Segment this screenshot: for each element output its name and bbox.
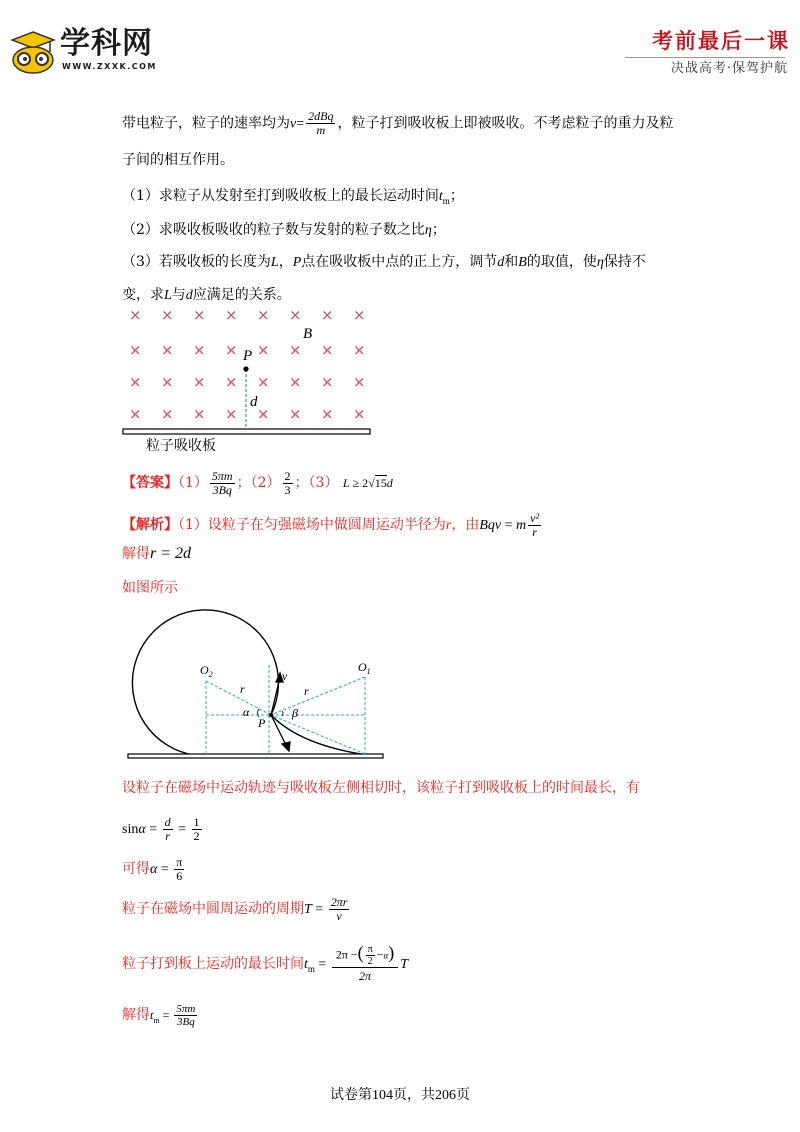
text: （1）设粒子在匀强磁场中做圆周运动半径为 xyxy=(178,517,446,533)
radicand: 15 xyxy=(374,476,387,490)
text: ，由 xyxy=(451,517,480,533)
denominator: 2 xyxy=(193,828,200,843)
text: 和 xyxy=(504,254,519,270)
var: r xyxy=(445,518,452,533)
field-cross-icon: × xyxy=(225,373,238,391)
field-cross-icon: × xyxy=(353,306,366,324)
field-cross-icon: × xyxy=(289,341,302,359)
var: η xyxy=(596,255,604,270)
field-crosses xyxy=(129,306,366,423)
answer-tag: 【答案】 xyxy=(122,475,178,491)
field-cross-icon: × xyxy=(257,405,270,423)
label-v-up: v xyxy=(282,669,288,683)
emitter-point xyxy=(243,366,248,371)
text: （1）求粒子从发射至打到吸收板上的最长运动时间 xyxy=(122,188,439,204)
denominator: 3 xyxy=(284,482,291,497)
label-P: P xyxy=(258,716,266,730)
text: 可得 xyxy=(122,861,150,877)
analysis-line-1 xyxy=(122,510,543,540)
point-P xyxy=(269,713,273,717)
analysis-line-5 xyxy=(122,812,204,846)
absorber-plate xyxy=(123,429,370,434)
subscript: m xyxy=(442,195,450,206)
fraction-pi-6 xyxy=(174,856,184,883)
field-cross-icon: × xyxy=(161,373,174,391)
text: 带电粒子，粒子的速率均为 xyxy=(122,115,290,132)
denominator: r xyxy=(532,524,537,539)
field-cross-icon: × xyxy=(225,341,238,359)
text: （2） xyxy=(250,475,281,491)
field-cross-icon: × xyxy=(161,341,174,359)
label-alpha: α xyxy=(243,705,250,719)
denominator: 2π xyxy=(359,969,372,983)
question-line-1 xyxy=(122,110,673,137)
field-cross-icon: × xyxy=(321,405,334,423)
text: ； xyxy=(294,475,309,491)
text: 与 xyxy=(171,287,186,303)
absorber-plate xyxy=(128,754,383,758)
field-cross-icon: × xyxy=(257,373,270,391)
var: d xyxy=(497,255,505,270)
subquestion-3-line-2 xyxy=(122,285,291,306)
sqrt-icon: √ xyxy=(368,476,375,490)
header-right-subtitle: 决战高考·保驾护航 xyxy=(670,61,788,76)
text: 粒子在磁场中圆周运动的周期 xyxy=(122,901,304,917)
label-beta: β xyxy=(292,706,298,720)
var: t xyxy=(304,957,308,972)
paren-open: ( xyxy=(357,942,364,963)
denominator: 6 xyxy=(176,868,183,883)
fraction-period xyxy=(329,896,350,923)
answer-2-fraction xyxy=(283,470,293,497)
numerator: 5πm xyxy=(176,1002,196,1015)
denominator: 3Bq xyxy=(176,1015,195,1028)
field-cross-icon: × xyxy=(289,306,302,324)
field-cross-icon: × xyxy=(257,341,270,359)
var: α xyxy=(150,862,158,877)
equals: = xyxy=(157,862,173,877)
analysis-line-2 xyxy=(122,544,191,564)
subscript: m xyxy=(307,963,315,974)
numerator xyxy=(332,944,398,968)
var: d xyxy=(185,288,193,303)
paren-close: ) xyxy=(388,942,395,963)
equals: = xyxy=(159,1008,173,1022)
logo-text: 学科网 xyxy=(60,26,153,61)
fraction-d-r xyxy=(163,816,173,843)
field-cross-icon: × xyxy=(321,373,334,391)
text: 粒子打到板上运动的最长时间 xyxy=(122,956,304,972)
figure-trajectories xyxy=(120,605,390,765)
angle-beta-arc xyxy=(282,711,283,716)
analysis-line-4: 设粒子在磁场中运动轨迹与吸收板左侧相切时，该粒子打到吸收板上的时间最长，有 xyxy=(122,780,640,796)
owl-logo-icon xyxy=(10,30,56,74)
field-cross-icon: × xyxy=(129,405,142,423)
fraction-speed xyxy=(306,110,335,137)
equals: = xyxy=(174,822,190,837)
text: 的取值，使 xyxy=(526,254,597,270)
analysis-line-8 xyxy=(122,936,408,992)
trajectory-circle-left xyxy=(132,610,278,755)
var: B xyxy=(518,255,527,270)
text: 变，求 xyxy=(122,287,164,303)
text: （1） xyxy=(178,475,208,491)
var: T xyxy=(400,957,409,972)
text: 保持不 xyxy=(603,254,646,270)
var: L xyxy=(164,288,172,303)
text: ≥ 2 xyxy=(352,476,369,490)
fraction-1-2 xyxy=(192,816,202,843)
analysis-line-9 xyxy=(122,998,199,1032)
label-B: B xyxy=(303,326,313,342)
var: m xyxy=(516,518,527,533)
answer-1-fraction xyxy=(210,470,235,497)
field-cross-icon: × xyxy=(257,306,270,324)
text: ， xyxy=(278,254,293,270)
header-divider xyxy=(625,57,785,58)
label-d: d xyxy=(250,394,258,410)
text: （2）求吸收板吸收的粒子数与发射的粒子数之比 xyxy=(122,222,425,238)
page-number: 104 xyxy=(372,1088,393,1103)
field-cross-icon: × xyxy=(225,405,238,423)
field-cross-icon: × xyxy=(129,373,142,391)
numerator: 2 xyxy=(284,468,291,483)
fraction-max-time xyxy=(332,944,398,984)
expr: r = 2d xyxy=(150,545,192,562)
text: 试卷第 xyxy=(330,1087,372,1103)
var-eta: η xyxy=(424,223,432,238)
analysis-line-6 xyxy=(122,852,186,886)
field-cross-icon: × xyxy=(193,306,206,324)
subscript: m xyxy=(153,1015,160,1025)
answer-3-formula xyxy=(343,475,393,490)
numerator: π xyxy=(176,854,183,869)
logo-url: WWW.ZXXK.COM xyxy=(62,62,157,71)
label-r-right: r xyxy=(304,684,309,698)
var: L xyxy=(270,255,279,270)
denominator: 3Bq xyxy=(212,482,232,497)
numerator: 2dBq xyxy=(308,109,334,123)
text: 解得 xyxy=(122,1007,150,1023)
equals: = xyxy=(311,902,327,917)
numerator: 5πm xyxy=(211,468,233,483)
expr: Bqv xyxy=(479,518,502,533)
numerator: d xyxy=(164,814,171,829)
analysis-line-7 xyxy=(122,892,351,926)
text: 页，共 xyxy=(393,1087,435,1103)
denominator: 2 xyxy=(367,956,373,967)
field-cross-icon: × xyxy=(193,405,206,423)
header-logo xyxy=(10,24,170,80)
text: （3）若吸收板的长度为 xyxy=(122,254,271,270)
label-O1: $O_1$ xyxy=(358,660,371,676)
figure-magnetic-field xyxy=(115,305,380,455)
equals: = xyxy=(501,518,517,533)
fraction-v2-r xyxy=(528,512,541,539)
text: ； xyxy=(236,475,251,491)
field-cross-icon: × xyxy=(289,373,302,391)
equals: = xyxy=(296,116,305,132)
answer-line xyxy=(122,468,393,498)
var: α xyxy=(138,822,146,837)
minus: − xyxy=(376,947,384,962)
var: L xyxy=(342,476,350,490)
numerator: 2πr xyxy=(330,894,348,909)
field-cross-icon: × xyxy=(193,341,206,359)
var-t: t xyxy=(438,189,443,204)
question-line-2: 子间的相互作用。 xyxy=(122,152,234,168)
text: 2π − xyxy=(335,947,358,962)
var: P xyxy=(292,255,302,270)
denominator: v xyxy=(336,908,342,923)
field-cross-icon: × xyxy=(353,341,366,359)
text: （3） xyxy=(308,475,339,491)
page-footer xyxy=(0,1085,800,1106)
label-r-left: r xyxy=(240,682,245,696)
analysis-line-3: 如图所示 xyxy=(122,580,178,596)
total-pages: 206 xyxy=(435,1088,456,1103)
text: 页 xyxy=(456,1087,470,1103)
field-cross-icon: × xyxy=(289,405,302,423)
subquestion-1 xyxy=(122,186,464,211)
numerator: v² xyxy=(530,510,540,525)
field-cross-icon: × xyxy=(321,306,334,324)
subquestion-3 xyxy=(122,252,646,273)
label-O2: $O_2$ xyxy=(200,663,213,679)
label-v-down: v xyxy=(285,739,291,753)
subquestion-2 xyxy=(122,220,446,241)
var-v: v xyxy=(290,116,297,132)
numerator: π xyxy=(367,944,373,955)
text: 应满足的关系。 xyxy=(192,287,291,303)
label-P: P xyxy=(243,348,253,364)
fraction-pi-2 xyxy=(366,944,375,967)
analysis-tag: 【解析】 xyxy=(122,517,178,533)
field-cross-icon: × xyxy=(193,373,206,391)
var: d xyxy=(386,476,393,490)
var: α xyxy=(383,950,389,961)
field-cross-icon: × xyxy=(321,341,334,359)
text: ，粒子打到吸收板上即被吸收。不考虑粒子的重力及粒 xyxy=(337,115,674,132)
text: 点在吸收板中点的正上方，调节 xyxy=(301,254,498,270)
header-right-title: 考前最后一课 xyxy=(652,28,790,53)
field-cross-icon: × xyxy=(225,306,238,324)
equals: = xyxy=(145,822,161,837)
text: ； xyxy=(431,222,446,238)
field-cross-icon: × xyxy=(353,405,366,423)
field-cross-icon: × xyxy=(161,306,174,324)
equals: = xyxy=(314,957,330,972)
fraction-answer xyxy=(174,1003,197,1028)
denominator: m xyxy=(316,123,326,137)
field-cross-icon: × xyxy=(161,405,174,423)
var: T xyxy=(304,902,312,917)
func-sin: sin xyxy=(122,822,139,837)
field-cross-icon: × xyxy=(353,373,366,391)
text: ； xyxy=(449,188,464,204)
denominator: r xyxy=(165,828,170,843)
field-cross-icon: × xyxy=(129,306,142,324)
var: t xyxy=(150,1008,154,1022)
text: 解得 xyxy=(122,546,150,562)
numerator: 1 xyxy=(193,814,200,829)
plate-label: 粒子吸收板 xyxy=(146,438,216,454)
field-cross-icon: × xyxy=(129,341,142,359)
